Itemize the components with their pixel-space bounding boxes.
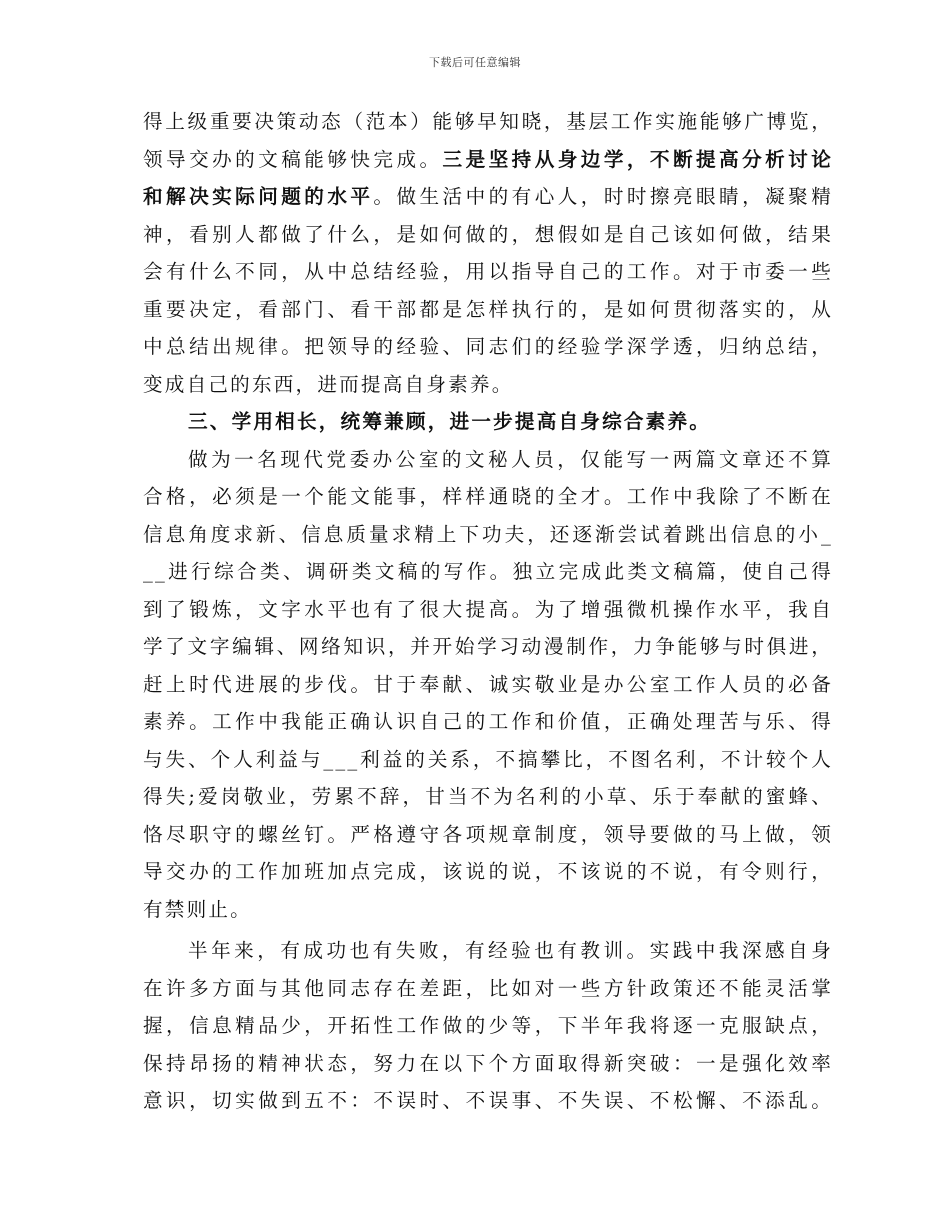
text-line bbox=[143, 891, 833, 929]
text-line bbox=[143, 216, 833, 254]
text-line bbox=[143, 291, 833, 329]
text-segment: 得上级重要决策动态（范本）能够早知晓，基层工作实施能够广博览， bbox=[143, 110, 833, 133]
text-line bbox=[143, 816, 833, 854]
text-segment: 重要决定，看部门、看干部都是怎样执行的，是如何贯彻落实的，从 bbox=[143, 297, 833, 321]
text-segment: 到了锻炼，文字水平也有了很大提高。为了增强微机操作水平，我自 bbox=[143, 597, 833, 621]
text-segment: 有禁则止。 bbox=[143, 897, 252, 921]
text-line bbox=[143, 141, 833, 179]
text-segment: 做为一名现代党委办公室的文秘人员，仅能写一两篇文章还不算 bbox=[188, 447, 833, 471]
text-line bbox=[143, 970, 833, 1008]
text-line bbox=[143, 441, 833, 479]
text-line bbox=[143, 178, 833, 216]
text-segment: 赶上时代进展的步伐。甘于奉献、诚实敬业是办公室工作人员的必备 bbox=[143, 672, 833, 696]
text-line bbox=[143, 778, 833, 816]
text-segment: 意识，切实做到五不：不误时、不误事、不失误、不松懈、不添乱。 bbox=[143, 1089, 833, 1112]
bold-text-segment: 三是坚持从身边学，不断提高分析讨论 bbox=[442, 147, 833, 171]
text-line bbox=[143, 253, 833, 291]
text-line bbox=[143, 1007, 833, 1045]
text-line bbox=[143, 1045, 833, 1083]
text-line bbox=[143, 1082, 833, 1120]
text-segment: 中总结出规律。把领导的经验、同志们的经验学深学透，归纳总结， bbox=[143, 335, 833, 358]
text-segment: 握，信息精品少，开拓性工作做的少等，下半年我将逐一克服缺点， bbox=[143, 1014, 833, 1037]
text-segment: 在许多方面与其他同志存在差距，比如对一些方针政策还不能灵活掌 bbox=[143, 976, 833, 1000]
text-segment: 素养。工作中我能正确认识自己的工作和价值，正确处理苦与乐、得 bbox=[143, 710, 833, 733]
text-segment: 。做生活中的有心人，时时擦亮眼睛，凝聚精 bbox=[373, 185, 834, 208]
text-segment: 保持昂扬的精神状态，努力在以下个方面取得新突破：一是强化效率 bbox=[143, 1051, 833, 1075]
text-segment: 导交办的工作加班加点完成，该说的说，不该说的不说，有令则行， bbox=[143, 860, 833, 883]
text-segment: 学了文字编辑、网络知识，并开始学习动漫制作，力争能够与时俱进， bbox=[143, 635, 833, 658]
text-segment: 半年来，有成功也有失败，有经验也有教训。实践中我深感自身 bbox=[188, 939, 833, 962]
text-line bbox=[143, 666, 833, 704]
text-segment: 与失、个人利益与___利益的关系，不搞攀比，不图名利，不计较个人 bbox=[143, 747, 833, 771]
document-body bbox=[143, 103, 833, 1120]
text-line bbox=[143, 403, 833, 441]
text-segment: 得失;爱岗敬业，劳累不辞，甘当不为名利的小草、乐于奉献的蜜蜂、 bbox=[143, 785, 833, 808]
text-segment: 神，看别人都做了什么，是如何做的，想假如是自己该如何做，结果 bbox=[143, 222, 833, 246]
page-header: 下载后可任意编辑 bbox=[429, 56, 521, 69]
text-line bbox=[143, 628, 833, 666]
text-segment: 信息角度求新、信息质量求精上下功夫，还逐渐尝试着跳出信息的小_ bbox=[143, 522, 833, 546]
text-segment: __进行综合类、调研类文稿的写作。独立完成此类文稿篇，使自己得 bbox=[143, 560, 833, 583]
text-line bbox=[143, 103, 833, 141]
bold-text-segment: 和解决实际问题的水平 bbox=[143, 185, 374, 208]
text-line bbox=[143, 932, 833, 970]
text-segment: 恪尽职守的螺丝钉。严格遵守各项规章制度，领导要做的马上做，领 bbox=[143, 822, 833, 846]
text-line bbox=[143, 366, 833, 404]
text-line bbox=[143, 703, 833, 741]
text-line bbox=[143, 741, 833, 779]
bold-text-segment: 三、学用相长，统筹兼顾，进一步提高自身综合素养。 bbox=[188, 410, 712, 433]
text-line bbox=[143, 853, 833, 891]
text-line bbox=[143, 478, 833, 516]
text-segment: 会有什么不同，从中总结经验，用以指导自己的工作。对于市委一些 bbox=[143, 260, 833, 283]
text-line bbox=[143, 328, 833, 366]
text-segment: 领导交办的文稿能够快完成。 bbox=[143, 147, 443, 171]
text-line bbox=[143, 591, 833, 629]
text-segment: 合格，必须是一个能文能事，样样通晓的全才。工作中我除了不断在 bbox=[143, 485, 833, 508]
text-line bbox=[143, 553, 833, 591]
text-segment: 变成自己的东西，进而提高自身素养。 bbox=[143, 372, 514, 396]
text-line bbox=[143, 516, 833, 554]
